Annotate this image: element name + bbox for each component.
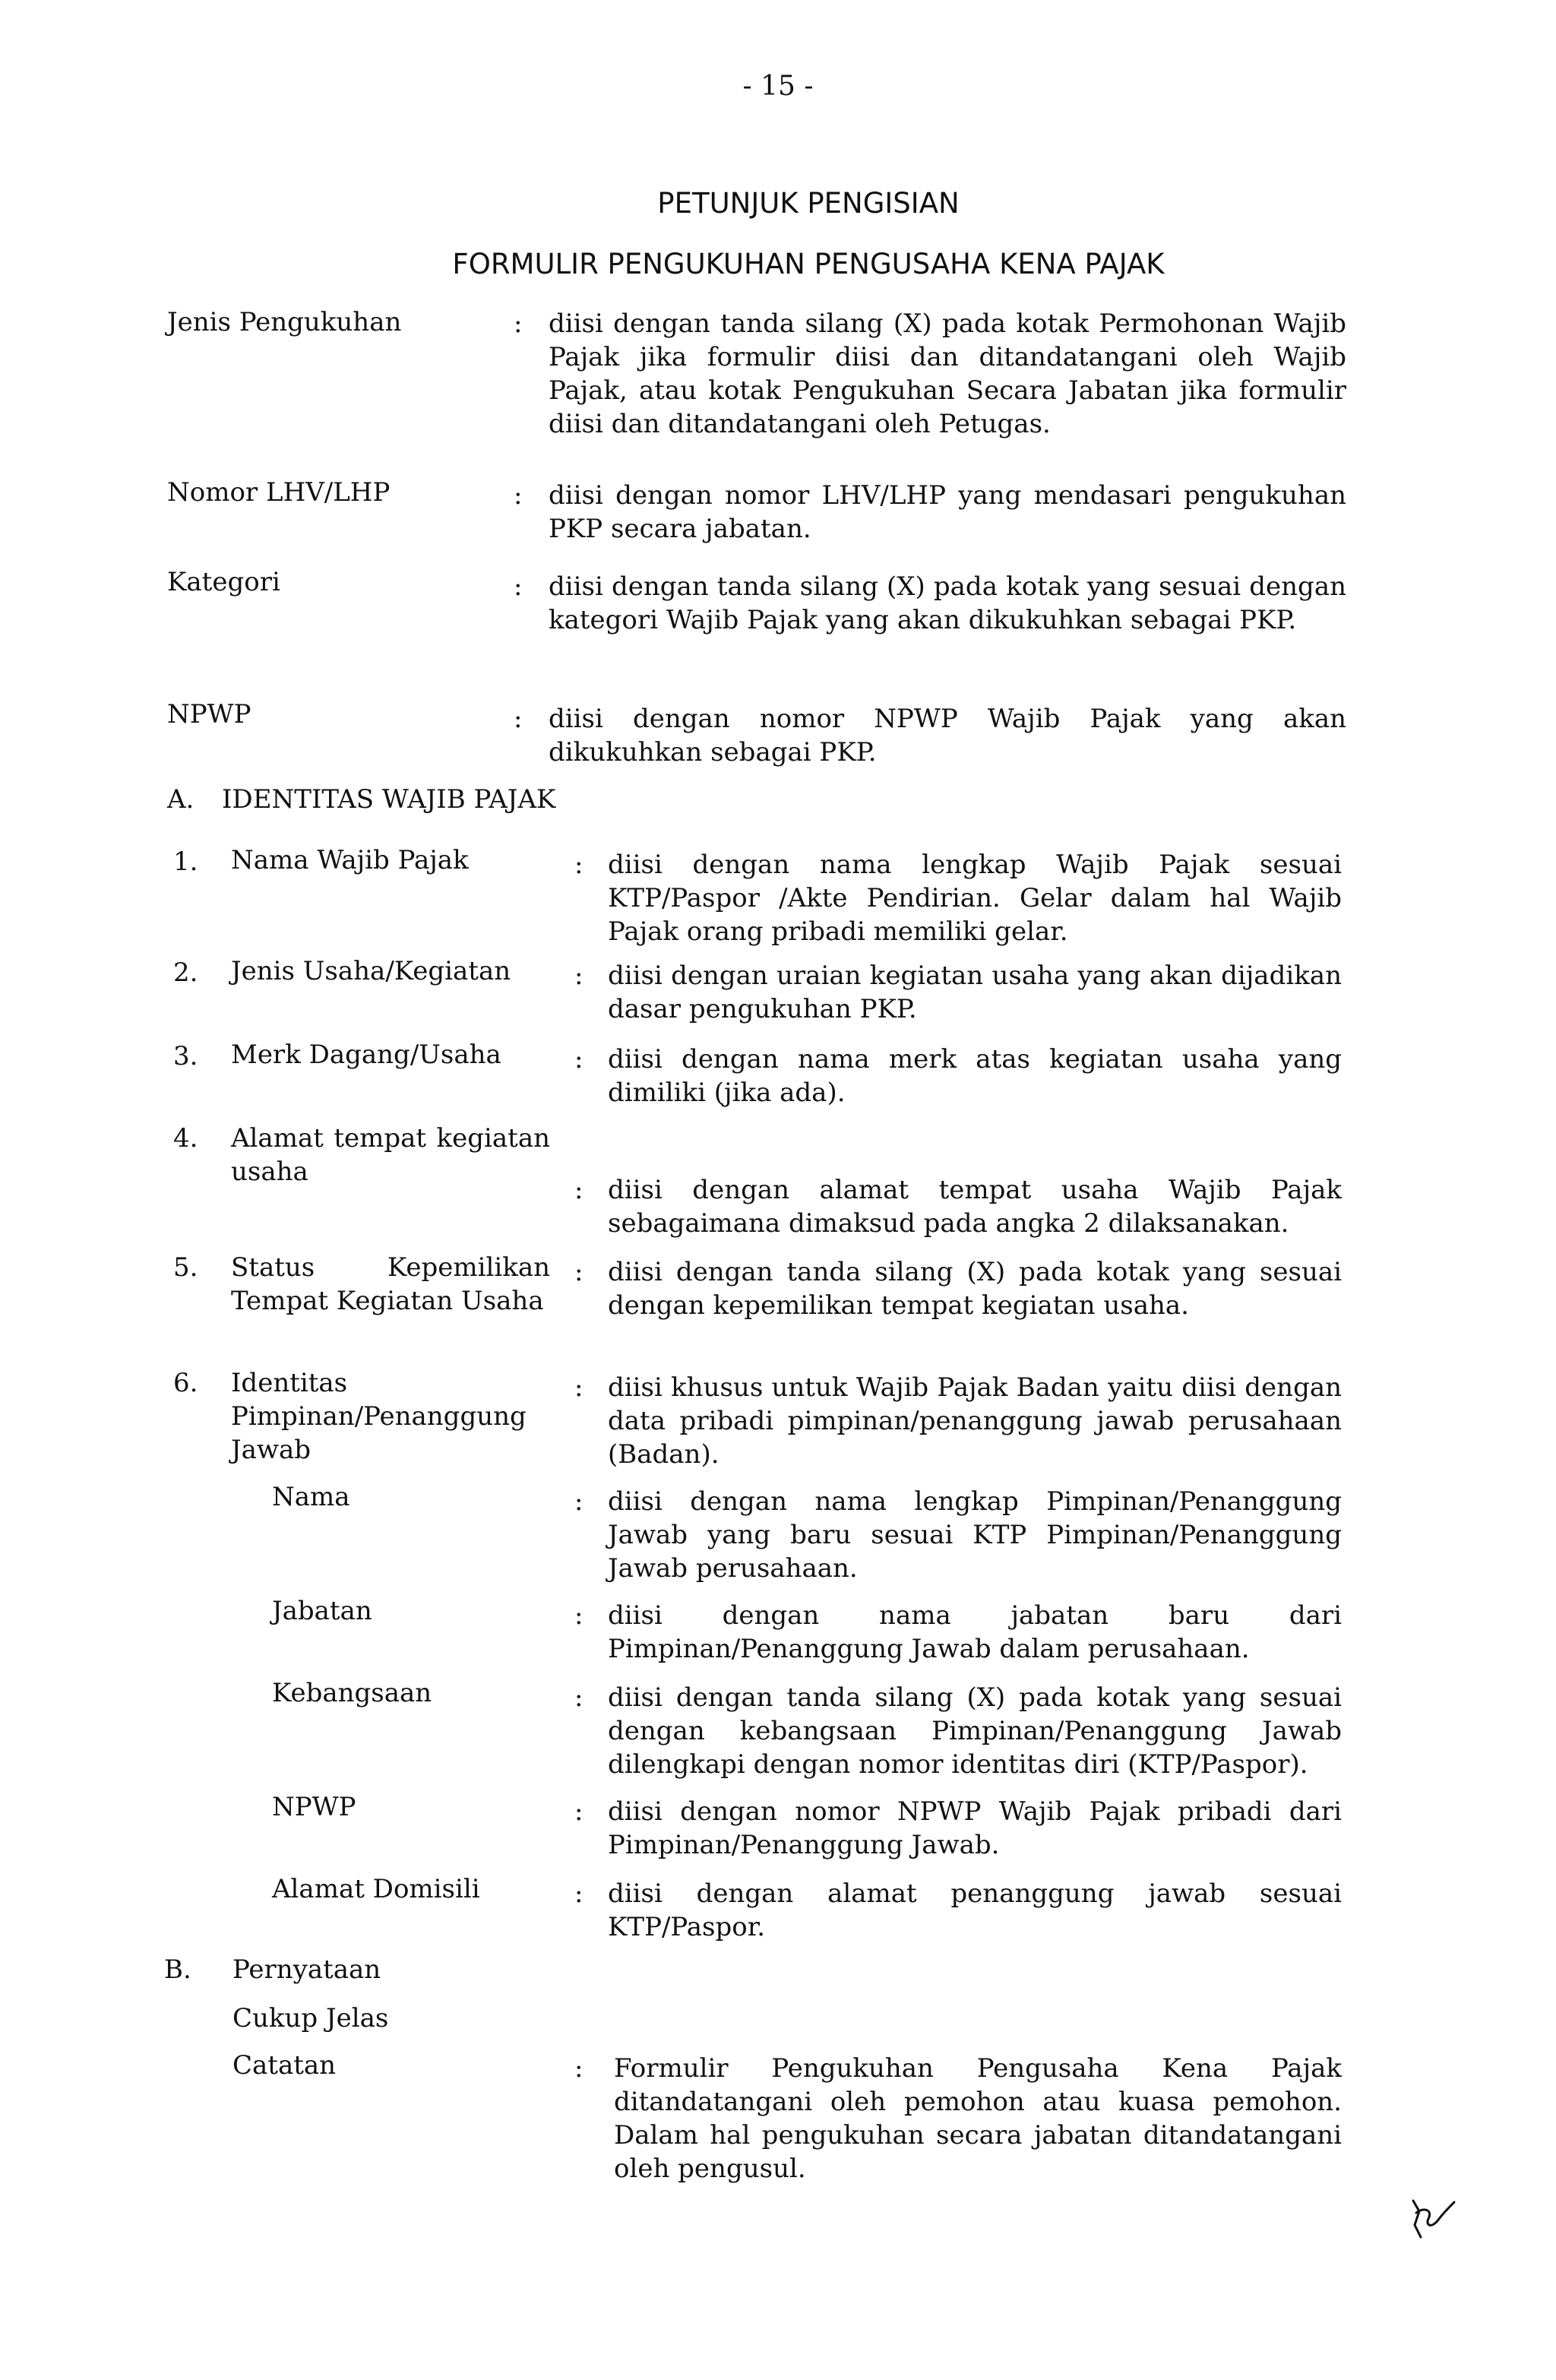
field-label-nomor-lhv-lhp: Nomor LHV/LHP	[167, 477, 391, 508]
page-number: - 15 -	[742, 71, 814, 102]
paraf-signature-icon	[1406, 2196, 1459, 2242]
colon: :	[574, 1796, 584, 1827]
sub-item-label-alamat-domisili: Alamat Domisili	[272, 1874, 480, 1904]
field-desc-kategori: diisi dengan tanda silang (X) pada kotak yang sesuai dengan kategori Wajib Pajak yang akan dikukuhkan sebagai PKP.	[549, 571, 1346, 635]
sub-item-label-jabatan: Jabatan	[272, 1596, 372, 1626]
item-label-nama-wajib-pajak: Nama Wajib Pajak	[231, 845, 469, 875]
colon: :	[574, 850, 584, 880]
item-label-jenis-usaha: Jenis Usaha/Kegiatan	[231, 956, 511, 986]
colon: :	[514, 704, 523, 734]
item-desc-alamat-tempat: diisi dengan alamat tempat usaha Wajib Pajak sebagaimana dimaksud pada angka 2 dilaksanakan.	[608, 1175, 1342, 1239]
colon: :	[514, 571, 523, 602]
colon: :	[574, 1878, 584, 1909]
field-desc-jenis-pengukuhan: diisi dengan tanda silang (X) pada kotak Permohonan Wajib Pajak jika formulir diisi dan ditandatangani oleh Wajib Pajak, atau kotak Pengukuhan Secara Jabatan jika formulir diisi dan ditandatangani oleh Petugas.	[549, 309, 1346, 439]
field-label-kategori: Kategori	[167, 567, 280, 597]
item-desc-status-kepemilikan: diisi dengan tanda silang (X) pada kotak yang sesuai dengan kepemilikan tempat kegiatan usaha.	[608, 1257, 1342, 1321]
item-label-status-kepemilikan: Status Kepemilikan Tempat Kegiatan Usaha	[231, 1252, 550, 1316]
field-desc-npwp: diisi dengan nomor NPWP Wajib Pajak yang akan dikukuhkan sebagai PKP.	[549, 704, 1346, 767]
section-b-pernyataan: Pernyataan	[232, 1954, 381, 1985]
colon: :	[574, 1486, 584, 1517]
colon: :	[574, 2053, 584, 2084]
item-desc-identitas-pimpinan: diisi khusus untuk Wajib Pajak Badan yaitu diisi dengan data pribadi pimpinan/penanggung jawab perusahaan (Badan).	[608, 1372, 1342, 1470]
colon: :	[514, 480, 523, 511]
colon: :	[574, 1372, 584, 1403]
item-desc-jenis-usaha: diisi dengan uraian kegiatan usaha yang akan dijadikan dasar pengukuhan PKP.	[608, 961, 1342, 1024]
section-b-catatan-label: Catatan	[232, 2050, 337, 2081]
colon: :	[574, 1175, 584, 1205]
item-number: 6.	[173, 1368, 198, 1398]
item-number: 1.	[173, 847, 198, 877]
section-a-letter: A.	[167, 784, 194, 815]
item-desc-nama-wajib-pajak: diisi dengan nama lengkap Wajib Pajak sesuai KTP/Paspor /Akte Pendirian. Gelar dalam hal Wajib Pajak orang pribadi memiliki gelar.	[608, 850, 1342, 947]
field-label-npwp: NPWP	[167, 699, 251, 730]
item-number: 3.	[173, 1041, 198, 1071]
section-b-letter: B.	[164, 1954, 191, 1985]
sub-item-label-kebangsaan: Kebangsaan	[272, 1678, 432, 1708]
item-number: 4.	[173, 1123, 198, 1154]
field-label-jenis-pengukuhan: Jenis Pengukuhan	[167, 307, 402, 337]
sub-item-desc-nama: diisi dengan nama lengkap Pimpinan/Penanggung Jawab yang baru sesuai KTP Pimpinan/Penanggung Jawab perusahaan.	[608, 1486, 1342, 1584]
field-desc-nomor-lhv-lhp: diisi dengan nomor LHV/LHP yang mendasari pengukuhan PKP secara jabatan.	[549, 480, 1346, 544]
item-label-identitas-pimpinan: Identitas Pimpinan/Penanggung Jawab	[231, 1368, 527, 1465]
item-number: 5.	[173, 1252, 198, 1283]
sub-item-label-npwp: NPWP	[272, 1792, 356, 1822]
colon: :	[574, 961, 584, 991]
item-number: 2.	[173, 957, 198, 988]
sub-item-desc-jabatan: diisi dengan nama jabatan baru dari Pimpinan/Penanggung Jawab dalam perusahaan.	[608, 1600, 1342, 1664]
colon: :	[574, 1600, 584, 1631]
sub-item-desc-alamat-domisili: diisi dengan alamat penanggung jawab sesuai KTP/Paspor.	[608, 1878, 1342, 1942]
item-desc-merk-dagang: diisi dengan nama merk atas kegiatan usaha yang dimiliki (jika ada).	[608, 1044, 1342, 1108]
section-b-cukup-jelas: Cukup Jelas	[232, 2003, 389, 2033]
colon: :	[514, 309, 523, 339]
colon: :	[574, 1257, 584, 1287]
colon: :	[574, 1044, 584, 1074]
section-a-title: IDENTITAS WAJIB PAJAK	[222, 784, 556, 815]
document-title-line1: PETUNJUK PENGISIAN	[657, 187, 960, 220]
colon: :	[574, 1682, 584, 1713]
sub-item-label-nama: Nama	[272, 1482, 350, 1512]
sub-item-desc-npwp: diisi dengan nomor NPWP Wajib Pajak pribadi dari Pimpinan/Penanggung Jawab.	[608, 1796, 1342, 1860]
section-b-catatan-desc: Formulir Pengukuhan Pengusaha Kena Pajak ditandatangani oleh pemohon atau kuasa pemohon. Dalam hal pengukuhan secara jabatan ditandatangani oleh pengusul.	[614, 2053, 1342, 2184]
sub-item-desc-kebangsaan: diisi dengan tanda silang (X) pada kotak yang sesuai dengan kebangsaan Pimpinan/Penanggung Jawab dilengkapi dengan nomor identitas diri (KTP/Paspor).	[608, 1682, 1342, 1780]
document-title-line2: FORMULIR PENGUKUHAN PENGUSAHA KENA PAJAK	[452, 248, 1165, 280]
item-label-merk-dagang: Merk Dagang/Usaha	[231, 1040, 501, 1070]
item-label-alamat-tempat: Alamat tempat kegiatan usaha	[231, 1123, 550, 1187]
